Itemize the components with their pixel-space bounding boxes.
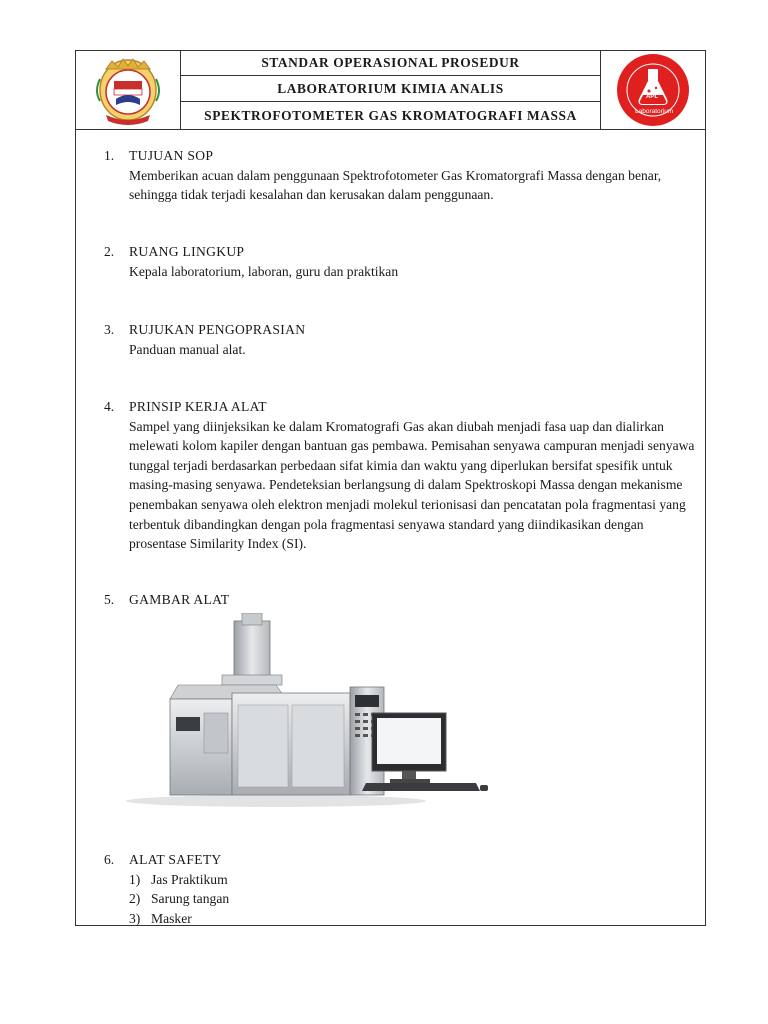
lab-flask-logo-icon xyxy=(601,51,705,129)
section-number: 4. xyxy=(104,399,115,414)
list-item-label: Jas Praktikum xyxy=(151,871,228,887)
section-gambar-alat xyxy=(104,590,704,610)
section-body: Sampel yang diinjeksikan ke dalam Kromatografi Gas akan diubah menjadi fasa uap dan dialirkan melewati kolom kapiler dengan bantuan gas pembawa. Pemisahan senyawa campuran menjadi senyawa tunggal terjadi berdasarkan perbedaan sifat kimia dan waktu yang diperlukan bersifat spesifik untuk masing-masing senyawa. Pendeteksian berlangsung di dalam Spektroskopi Massa dengan mekanisme penembakan senyawa oleh elektron menjadi molekul terionisasi dan pencatatan pola fragmentasi yang terbentuk dibandingkan dengan pola fragmentasi senyawa standard yang diindikasikan dengan prosentase Similarity Index (SI). xyxy=(129,418,695,552)
header-title-sop: STANDAR OPERASIONAL PROSEDUR xyxy=(181,51,600,76)
list-item xyxy=(129,870,704,890)
section-number: 6. xyxy=(104,852,115,867)
section-number: 1. xyxy=(104,148,115,163)
section-alat-safety xyxy=(104,850,704,928)
section-title: GAMBAR ALAT xyxy=(129,592,230,607)
section-ruang-lingkup xyxy=(104,242,704,281)
section-number: 5. xyxy=(104,592,115,607)
section-number: 3. xyxy=(104,322,115,337)
list-item-label: Sarung tangan xyxy=(151,891,230,907)
list-item xyxy=(129,889,704,909)
lab-logo xyxy=(600,51,705,129)
header-title-lab: LABORATORIUM KIMIA ANALIS xyxy=(181,77,600,102)
school-logo xyxy=(76,51,181,129)
section-body: Panduan manual alat. xyxy=(129,341,246,357)
header-title-instrument: SPEKTROFOTOMETER GAS KROMATOGRAFI MASSA xyxy=(204,108,577,123)
sop-header xyxy=(76,51,705,130)
section-rujukan xyxy=(104,320,704,359)
section-body: Kepala laboratorium, laboran, guru dan praktikan xyxy=(129,263,399,279)
section-title: RUANG LINGKUP xyxy=(129,244,245,259)
list-item-label: Masker xyxy=(151,910,192,926)
section-body: Memberikan acuan dalam penggunaan Spektrofotometer Gas Kromatorgrafi Massa dengan benar, sehingga tidak terjadi kesalahan dan kerusakan dalam penggunaan. xyxy=(129,167,662,203)
section-title: TUJUAN SOP xyxy=(129,148,214,163)
section-number: 2. xyxy=(104,244,115,259)
school-crest-icon xyxy=(76,51,180,129)
lab-logo-badge: APL xyxy=(646,94,658,100)
section-title: PRINSIP KERJA ALAT xyxy=(129,399,267,414)
lab-logo-label: Laboratorium xyxy=(635,108,674,115)
document-frame xyxy=(75,50,706,926)
section-tujuan xyxy=(104,146,704,205)
safety-list xyxy=(129,870,704,929)
gcms-instrument-icon xyxy=(126,613,546,813)
list-item-number: 2) xyxy=(129,891,141,907)
section-title: RUJUKAN PENGOPRASIAN xyxy=(129,322,306,337)
section-prinsip-kerja xyxy=(104,397,704,554)
gcms-instrument-image xyxy=(126,613,546,813)
list-item-number: 3) xyxy=(129,910,141,926)
section-title: ALAT SAFETY xyxy=(129,852,222,867)
list-item xyxy=(129,909,704,929)
list-item-number: 1) xyxy=(129,871,141,887)
